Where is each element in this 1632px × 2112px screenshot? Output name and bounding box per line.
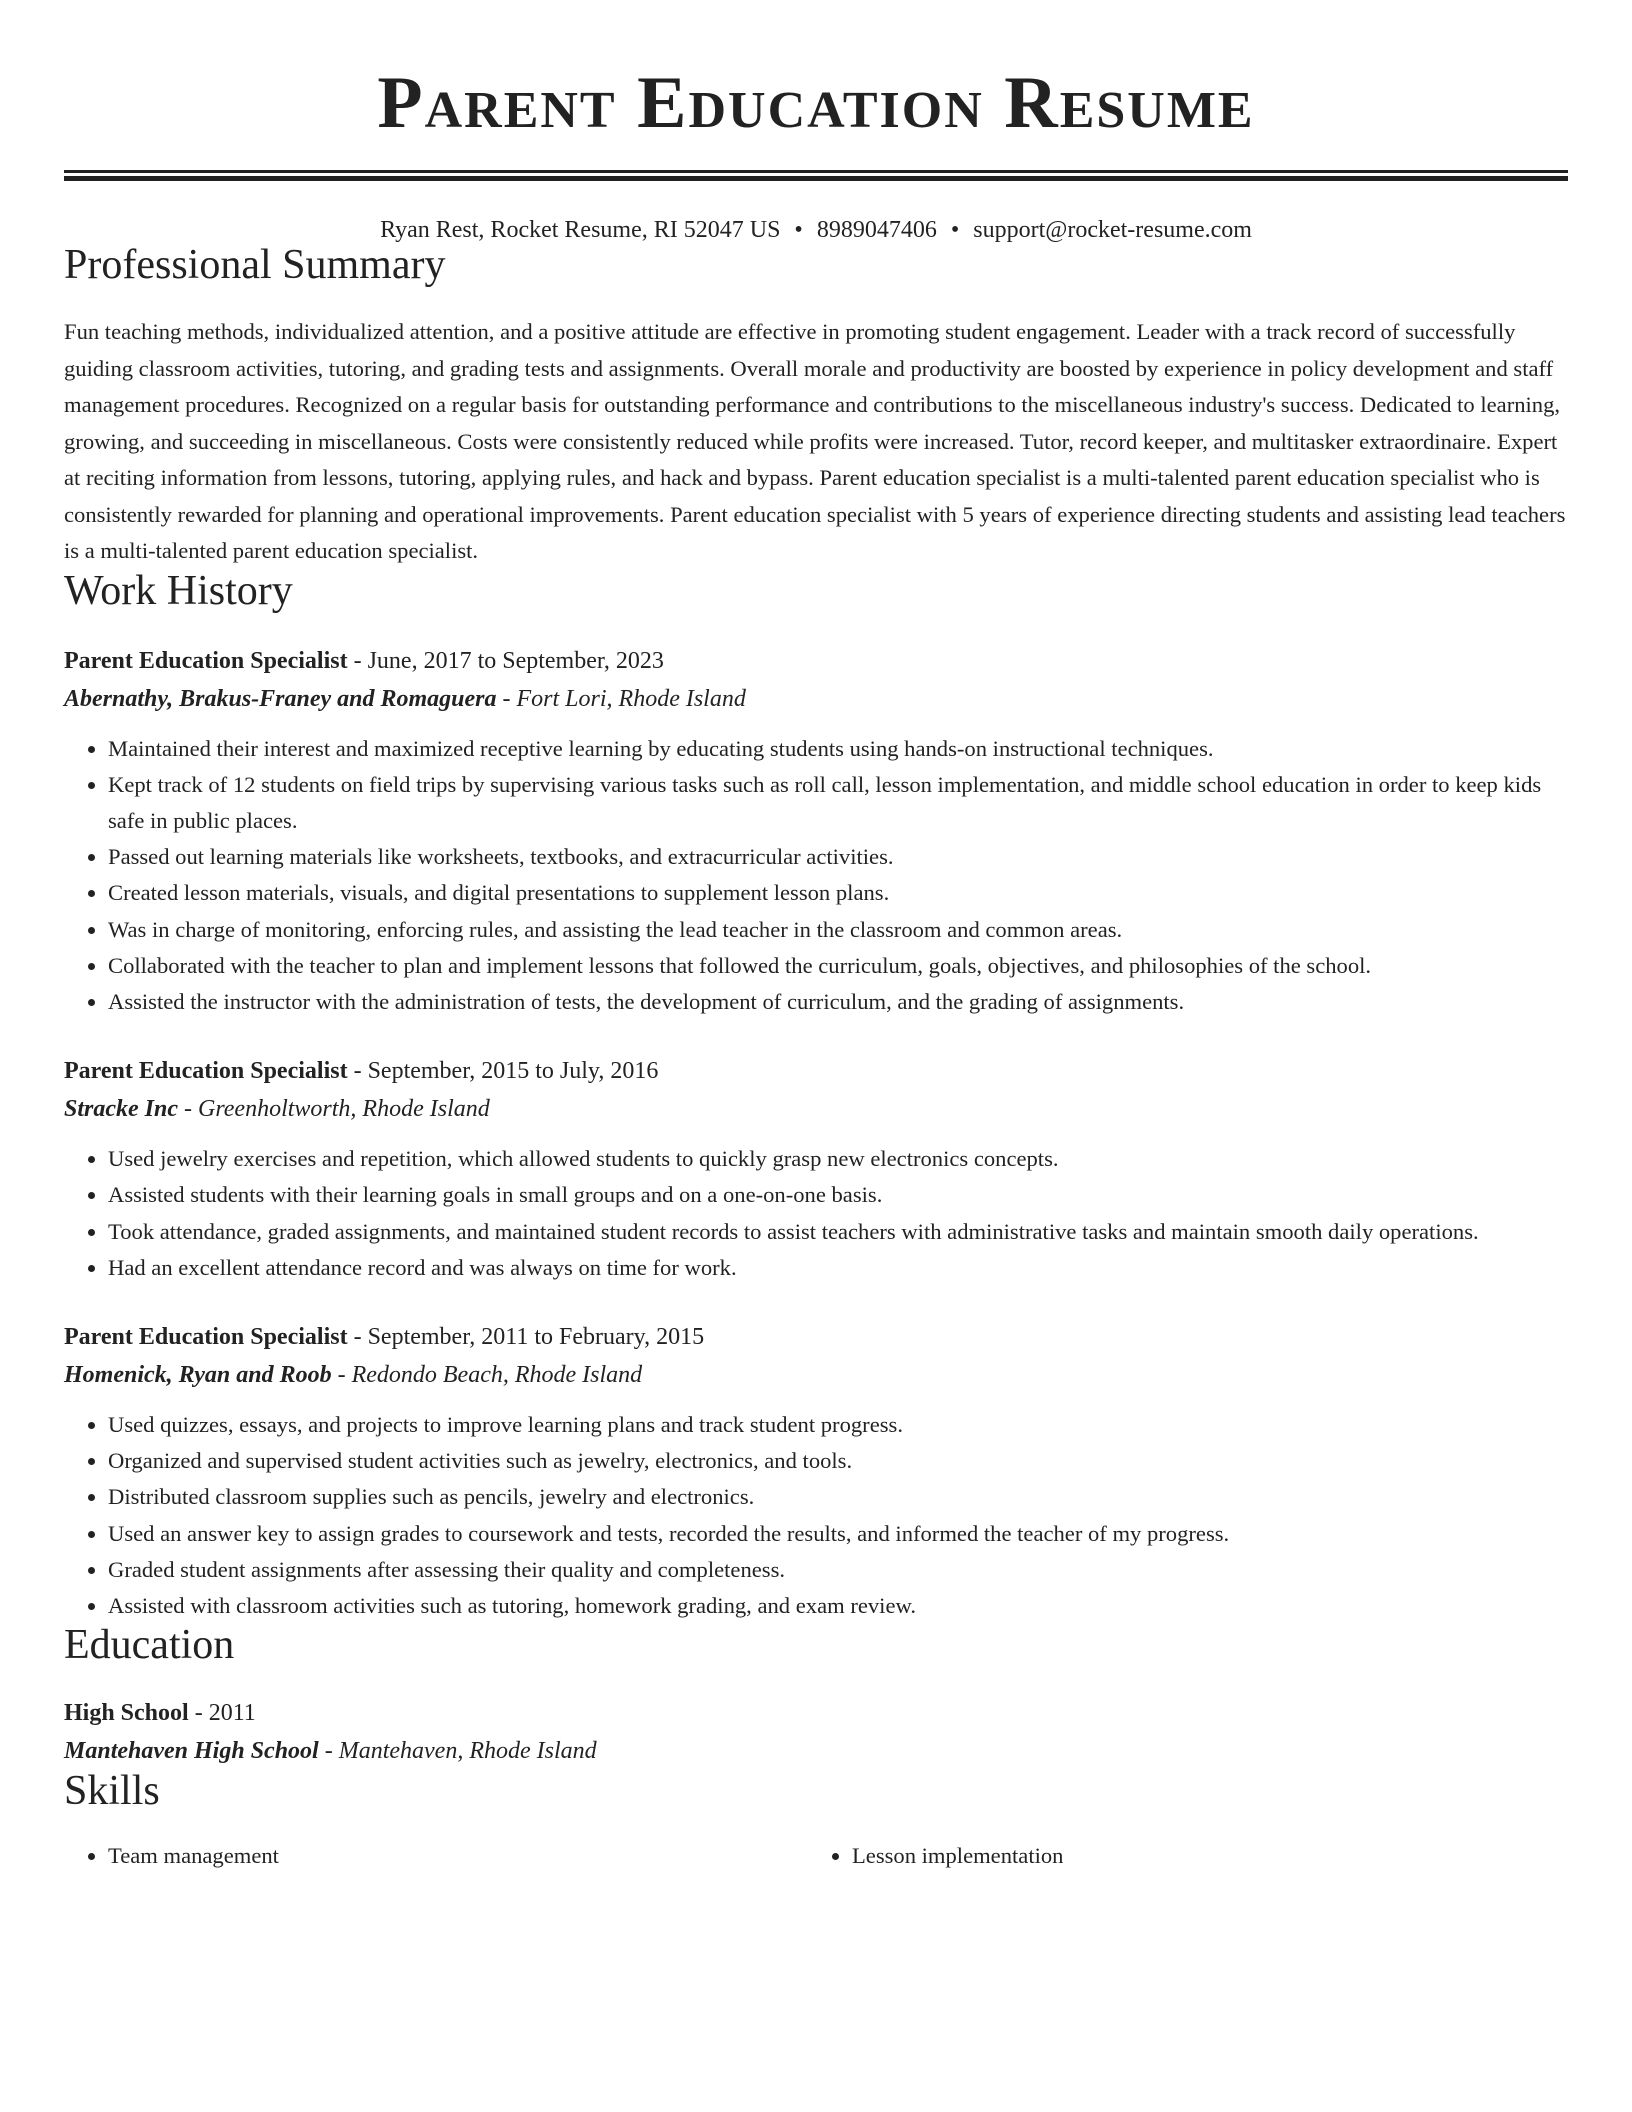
job-bullet: • Graded student assignments after assessing their quality and completeness. [108, 1552, 1568, 1588]
job-bullets [64, 731, 1568, 1021]
job-bullet: • Kept track of 12 students on field trips by supervising various tasks such as roll call, lesson implementation, and middle school education in order to keep kids safe in public places. [108, 767, 1568, 839]
job-bullet: • Created lesson materials, visuals, and digital presentations to supplement lesson plans. [108, 875, 1568, 911]
skill-item: • Team management [108, 1838, 808, 1874]
education-entry [64, 1694, 1568, 1770]
job-bullet: • Organized and supervised student activities such as jewelry, electronics, and tools. [108, 1443, 1568, 1479]
job-bullet: • Collaborated with the teacher to plan and implement lessons that followed the curriculum, goals, objectives, and philosophies of the school. [108, 948, 1568, 984]
job-bullet: • Assisted the instructor with the administration of tests, the development of curriculum, and the grading of assignments. [108, 984, 1568, 1020]
resume-title: Parent Education Resume [377, 62, 1255, 144]
job-bullet: • Used quizzes, essays, and projects to improve learning plans and track student progress. [108, 1407, 1568, 1443]
job-bullets [64, 1141, 1568, 1286]
company-name: Homenick, Ryan and Roob [64, 1361, 332, 1388]
company-line [64, 1090, 1568, 1128]
job-title-line [64, 1318, 1568, 1356]
contact-separator: • [794, 217, 803, 243]
degree: High School [64, 1700, 189, 1727]
education-heading: Education [64, 1622, 235, 1669]
job-dates: - September, 2011 to February, 2015 [347, 1323, 705, 1350]
job-entry [64, 642, 1568, 1021]
job-dates: - September, 2015 to July, 2016 [347, 1058, 659, 1085]
skill-item: • Lesson implementation [852, 1838, 1552, 1874]
job-title-line [64, 642, 1568, 680]
job-bullet: • Was in charge of monitoring, enforcing rules, and assisting the lead teacher in the classroom and common areas. [108, 912, 1568, 948]
contact-line [64, 217, 1568, 244]
contact-phone: 8989047406 [816, 217, 937, 243]
job-bullet: • Passed out learning materials like worksheets, textbooks, and extracurricular activities. [108, 839, 1568, 875]
company-location: - Redondo Beach, Rhode Island [331, 1361, 643, 1388]
skills-list [64, 1838, 1568, 1874]
job-title: Parent Education Specialist [64, 1323, 348, 1350]
job-entry [64, 1318, 1568, 1624]
job-title: Parent Education Specialist [64, 647, 348, 674]
job-title-line [64, 1052, 1568, 1090]
degree-line [64, 1694, 1568, 1732]
company-name: Abernathy, Brakus-Franey and Romaguera [64, 685, 497, 712]
job-title: Parent Education Specialist [64, 1058, 348, 1085]
title-double-rule [64, 170, 1568, 181]
job-bullet: • Had an excellent attendance record and was always on time for work. [108, 1250, 1568, 1286]
job-bullet: • Took attendance, graded assignments, and maintained student records to assist teachers with administrative tasks and maintain smooth daily operations. [108, 1214, 1568, 1250]
school-location: - Mantehaven, Rhode Island [318, 1738, 597, 1765]
company-line [64, 1356, 1568, 1394]
summary-heading: Professional Summary [64, 242, 446, 288]
company-location: - Greenholtworth, Rhode Island [178, 1096, 490, 1123]
job-dates: - June, 2017 to September, 2023 [347, 647, 664, 674]
contact-email: support@rocket-resume.com [973, 217, 1252, 243]
skills-heading: Skills [64, 1768, 160, 1815]
job-bullet: • Used an answer key to assign grades to coursework and tests, recorded the results, and informed the teacher of my progress. [108, 1516, 1568, 1552]
job-bullets [64, 1407, 1568, 1624]
skills-column-left [64, 1838, 808, 1874]
school-name: Mantehaven High School [64, 1738, 319, 1765]
job-bullet: • Distributed classroom supplies such as pencils, jewelry and electronics. [108, 1479, 1568, 1515]
school-line [64, 1732, 1568, 1770]
job-bullet: • Assisted students with their learning goals in small groups and on a one-on-one basis. [108, 1177, 1568, 1213]
job-bullet: • Assisted with classroom activities such as tutoring, homework grading, and exam review. [108, 1588, 1568, 1624]
job-bullet: • Maintained their interest and maximized receptive learning by educating students using hands-on instructional techniques. [108, 731, 1568, 767]
contact-address: Ryan Rest, Rocket Resume, RI 52047 US [380, 217, 781, 243]
contact-separator: • [950, 217, 960, 243]
company-name: Stracke Inc [64, 1096, 178, 1123]
company-location: - Fort Lori, Rhode Island [496, 685, 746, 712]
skills-column-right [808, 1838, 1552, 1874]
summary-text: Fun teaching methods, individualized attention, and a positive attitude are effective in promoting student engagement. Leader with a track record of successfully guiding classroom activities, tutoring, and grading tests and assignments. Overall morale and productivity are boosted by experience in policy development and staff management procedures. Recognized on a regular basis for outstanding performance and contributions to the miscellaneous industry's success. Dedicated to learning, growing, and succeeding in miscellaneous. Costs were consistently reduced while profits were increased. Tutor, record keeper, and multitasker extraordinaire. Expert at reciting information from lessons, tutoring, applying rules, and hack and bypass. Parent education specialist is a multi-talented parent education specialist who is consistently rewarded for planning and operational improvements. Parent education specialist with 5 years of experience directing students and assisting lead teachers is a multi-talented parent education specialist. [64, 319, 1566, 563]
job-bullet: • Used jewelry exercises and repetition, which allowed students to quickly grasp new electronics concepts. [108, 1141, 1568, 1177]
company-line [64, 680, 1568, 718]
work-history-heading: Work History [64, 567, 293, 614]
graduation-year: - 2011 [188, 1700, 256, 1727]
job-entry [64, 1052, 1568, 1286]
